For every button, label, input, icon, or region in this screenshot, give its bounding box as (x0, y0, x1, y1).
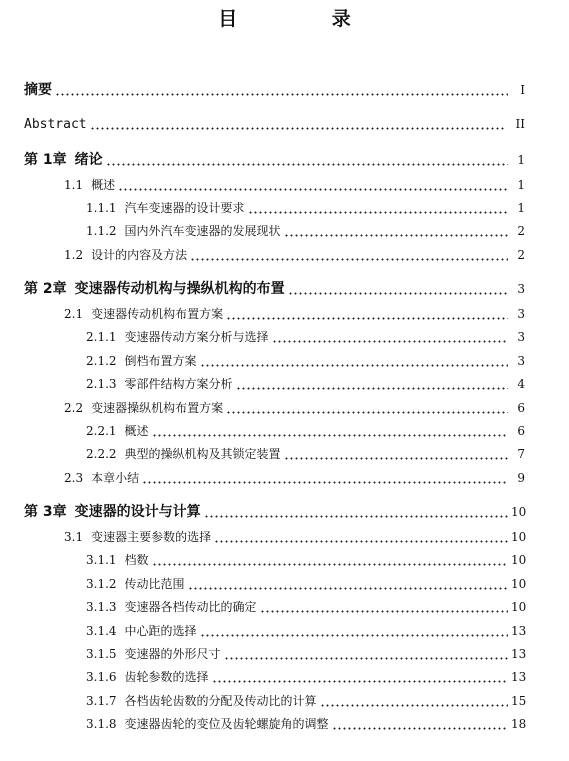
toc-entry-page: 10 (511, 600, 527, 614)
toc-entry-label: 倒档布置方案 (124, 354, 197, 368)
toc-subsection-1-1-2[interactable] (86, 222, 525, 239)
toc-entry-label: 设计的内容及方法 (91, 248, 188, 262)
dot-leader (320, 696, 508, 708)
toc-entry-label: 档数 (124, 553, 149, 567)
toc-entry-label: 典型的操纵机构及其锁定装置 (124, 447, 281, 461)
toc-subsection-3-1-8[interactable] (86, 715, 525, 732)
toc-chapter-3[interactable] (24, 501, 525, 521)
dot-leader (212, 672, 508, 684)
dot-leader (200, 626, 508, 638)
toc-entry-number: 3.1.2 (86, 577, 117, 591)
toc-entry-number: 3.1.8 (86, 717, 117, 731)
toc-entry-page: 6 (517, 424, 525, 438)
toc-entry-page: 3 (517, 307, 525, 321)
toc-entry-page: 13 (511, 670, 527, 684)
toc-entry-page: 7 (517, 447, 525, 461)
toc-entry-label: 中心距的选择 (124, 624, 197, 638)
toc-entry-label: 各档齿轮齿数的分配及传动比的计算 (124, 694, 317, 708)
dot-leader (118, 180, 508, 192)
toc-subsection-2-2-1[interactable] (86, 422, 525, 439)
toc-entry-page: 13 (511, 647, 527, 661)
toc-entry-label: 变速器齿轮的变位及齿轮螺旋角的调整 (124, 717, 329, 731)
toc-entry-number: 2.1.2 (86, 354, 117, 368)
toc-entry-label: 变速器传动机构与操纵机构的布置 (74, 281, 285, 297)
dot-leader (204, 505, 508, 519)
toc-entry-label: 概述 (91, 178, 116, 192)
toc-entry-number: 3.1.7 (86, 694, 117, 708)
toc-entry-number: 1.2 (64, 248, 84, 262)
toc-entry-label: 摘要 (24, 82, 52, 98)
toc-entry-label: 国内外汽车变速器的发展现状 (124, 224, 281, 238)
toc-section-2-3[interactable] (64, 469, 525, 486)
toc-entry-number: 3.1.6 (86, 670, 117, 684)
toc-entry-number: 2.2.2 (86, 447, 117, 461)
dot-leader (106, 153, 508, 167)
dot-leader (284, 449, 508, 461)
toc-entry-abstract-cn[interactable] (24, 79, 525, 99)
toc-entry-page: 9 (517, 471, 525, 485)
dot-leader (248, 203, 508, 215)
dot-leader (236, 379, 508, 391)
toc-entry-page: 6 (517, 401, 525, 415)
toc-subsection-2-1-1[interactable] (86, 328, 525, 345)
toc-chapter-1[interactable] (24, 149, 525, 169)
toc-entry-page: 10 (511, 505, 527, 519)
toc-entry-number: 2.2 (64, 401, 84, 415)
dot-leader (214, 532, 508, 544)
toc-subsection-3-1-4[interactable] (86, 622, 525, 639)
toc-entry-number: 1.1.2 (86, 224, 117, 238)
dot-leader (142, 473, 508, 485)
dot-leader (152, 555, 508, 567)
toc-entry-page: II (515, 117, 525, 131)
toc-entry-page: 1 (517, 153, 525, 167)
dot-leader (226, 403, 508, 415)
toc-entry-number: 2.2.1 (86, 424, 117, 438)
toc-chapter-2[interactable] (24, 278, 525, 298)
toc-entry-label: 变速器传动方案分析与选择 (124, 330, 269, 344)
toc-section-2-1[interactable] (64, 305, 525, 322)
dot-leader (90, 118, 506, 131)
toc-section-1-2[interactable] (64, 246, 525, 263)
dot-leader (188, 579, 508, 591)
toc-subsection-2-1-2[interactable] (86, 352, 525, 369)
toc-entry-label: 传动比范围 (124, 577, 185, 591)
toc-entry-number: 3.1.4 (86, 624, 117, 638)
toc-entry-number: 2.1.3 (86, 377, 117, 391)
toc-entry-page: 10 (511, 530, 527, 544)
toc-entry-number: 1.1.1 (86, 201, 117, 215)
toc-entry-number: 第 3章 (24, 504, 67, 520)
toc-entry-label: 变速器的外形尺寸 (124, 647, 221, 661)
toc-entry-number: 2.3 (64, 471, 84, 485)
toc-entry-number: 3.1.5 (86, 647, 117, 661)
dot-leader (260, 602, 508, 614)
toc-entry-number: 第 2章 (24, 281, 67, 297)
toc-entry-label: 概述 (124, 424, 149, 438)
dot-leader (190, 250, 508, 262)
page-title: 目 录 (218, 8, 395, 30)
toc-entry-page: 3 (517, 354, 525, 368)
toc-entry-label: 本章小结 (91, 471, 140, 485)
toc-entry-page: 18 (511, 717, 527, 731)
toc-entry-page: 3 (517, 330, 525, 344)
toc-entry-page: 3 (517, 282, 525, 296)
dot-leader (226, 309, 508, 321)
dot-leader (272, 332, 508, 344)
toc-entry-number: 第 1章 (24, 152, 67, 168)
toc-entry-label: 变速器各档传动比的确定 (124, 600, 257, 614)
toc-entry-number: 2.1 (64, 307, 84, 321)
toc-entry-page: 1 (517, 178, 525, 192)
dot-leader (152, 426, 508, 438)
toc-subsection-3-1-7[interactable] (86, 692, 525, 709)
toc-entry-page: 13 (511, 624, 527, 638)
toc-entry-label: 绪论 (74, 152, 103, 168)
toc-entry-page: 15 (511, 694, 527, 708)
toc-subsection-3-1-3[interactable] (86, 598, 525, 615)
toc-entry-label: 齿轮参数的选择 (124, 670, 209, 684)
toc-subsection-3-1-6[interactable] (86, 668, 525, 685)
toc-entry-abstract-en[interactable] (24, 115, 525, 132)
toc-entry-number: 1.1 (64, 178, 84, 192)
toc-entry-label: 零部件结构方案分析 (124, 377, 233, 391)
toc-entry-page: 2 (517, 224, 525, 238)
dot-leader (332, 719, 508, 731)
toc-subsection-1-1-1[interactable] (86, 199, 525, 216)
dot-leader (224, 649, 508, 661)
toc-entry-page: 2 (517, 248, 525, 262)
toc-entry-number: 3.1 (64, 530, 84, 544)
toc-entry-number: 2.1.1 (86, 330, 117, 344)
toc-entry-label: 变速器操纵机构布置方案 (91, 401, 224, 415)
toc-entry-label: Abstract (24, 117, 87, 132)
toc-entry-label: 变速器的设计与计算 (74, 504, 201, 520)
toc-subsection-3-1-2[interactable] (86, 575, 525, 592)
toc-entry-page: I (520, 83, 525, 97)
toc-section-3-1[interactable] (64, 528, 525, 545)
toc-entry-page: 1 (517, 201, 525, 215)
toc-entry-number: 3.1.3 (86, 600, 117, 614)
toc-subsection-3-1-1[interactable] (86, 551, 525, 568)
toc-entry-page: 4 (517, 377, 525, 391)
toc-entry-page: 10 (511, 553, 527, 567)
toc-subsection-3-1-5[interactable] (86, 645, 525, 662)
dot-leader (284, 226, 508, 238)
toc-entry-number: 3.1.1 (86, 553, 117, 567)
toc-section-2-2[interactable] (64, 399, 525, 416)
dot-leader (55, 83, 508, 97)
dot-leader (288, 282, 508, 296)
toc-entry-label: 变速器传动机构布置方案 (91, 307, 224, 321)
dot-leader (200, 356, 508, 368)
toc-subsection-2-1-3[interactable] (86, 375, 525, 392)
toc-subsection-2-2-2[interactable] (86, 445, 525, 462)
toc-entry-label: 汽车变速器的设计要求 (124, 201, 245, 215)
toc-entry-page: 10 (511, 577, 527, 591)
toc-entry-label: 变速器主要参数的选择 (91, 530, 212, 544)
toc-section-1-1[interactable] (64, 176, 525, 193)
